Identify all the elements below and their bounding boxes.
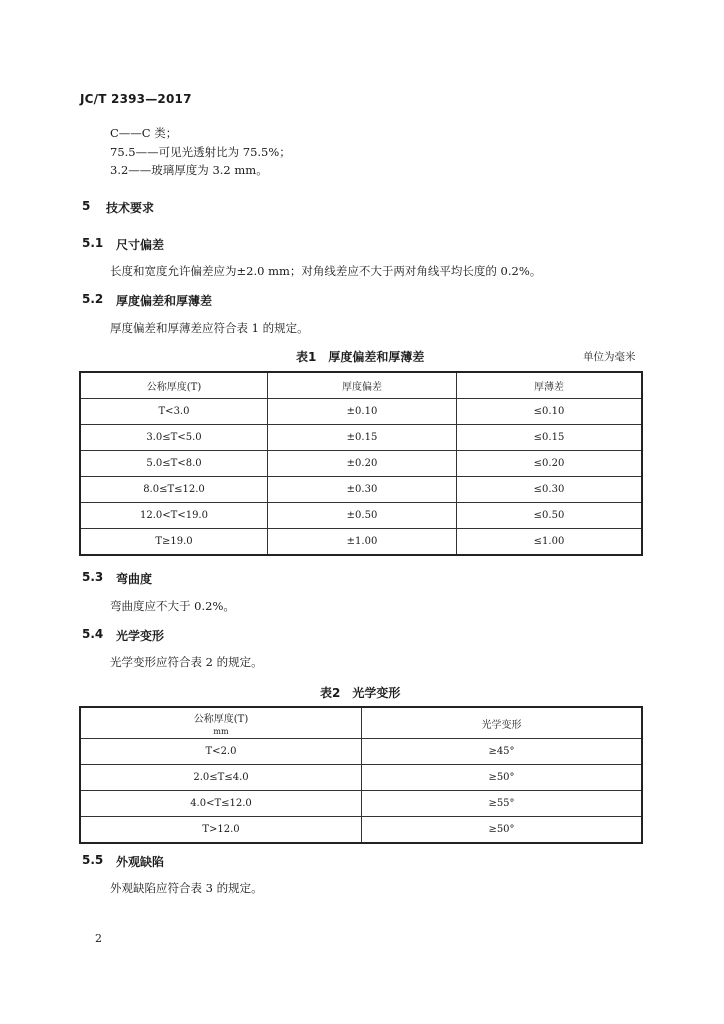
section-5-5-title: 外观缺陷 [116,855,165,869]
cell-distortion: ≥50° [362,765,643,791]
section-5-1-number: 5.1 [82,236,104,250]
section-5-number: 5 [82,199,91,213]
header-thickness-deviation: 厚度偏差 [268,372,457,399]
table-row [80,817,642,844]
cell-deviation: ±0.20 [268,451,457,477]
vlt-line: 75.5——可见光透射比为 75.5%； [110,145,291,159]
section-5-1-body: 长度和宽度允许偏差应为±2.0 mm；对角线差应不大于两对角线平均长度的 0.2%。 [110,264,542,278]
header-unit: mm [213,727,229,736]
table-row [80,791,642,817]
cell-variation: ≤0.10 [457,399,643,425]
table-header-row [80,372,642,399]
section-5-2-title: 厚度偏差和厚薄差 [116,294,213,308]
header-nominal-thickness-label: 公称厚度(T) [193,714,249,725]
cell-thickness: T<3.0 [80,399,268,425]
section-5-4-number: 5.4 [82,627,104,641]
cell-thickness: 2.0≤T≤4.0 [80,765,362,791]
cell-deviation: ±0.30 [268,477,457,503]
cell-thickness: T<2.0 [80,739,362,765]
section-5-3-title: 弯曲度 [116,572,153,586]
header-nominal-thickness [80,707,362,739]
cell-variation: ≤0.15 [457,425,643,451]
cell-deviation: ±1.00 [268,529,457,556]
table-row [80,425,642,451]
cell-variation: ≤0.30 [457,477,643,503]
cell-distortion: ≥55° [362,791,643,817]
cell-thickness: T>12.0 [80,817,362,844]
section-5-2-number: 5.2 [82,292,104,306]
table-row [80,765,642,791]
table-row [80,529,642,556]
optical-distortion-table [79,706,643,844]
cell-thickness: 12.0<T<19.0 [80,503,268,529]
section-5-5-number: 5.5 [82,853,104,867]
cell-thickness: 3.0≤T<5.0 [80,425,268,451]
page-number: 2 [95,932,102,945]
header-thickness-variation: 厚薄差 [457,372,643,399]
cell-deviation: ±0.50 [268,503,457,529]
cell-thickness: 8.0≤T≤12.0 [80,477,268,503]
section-5-5-body: 外观缺陷应符合表 3 的规定。 [110,881,263,895]
section-5-3-number: 5.3 [82,570,104,584]
c-class-line: C——C 类； [110,126,178,140]
thickness-table [79,371,643,556]
table-row [80,399,642,425]
table-row [80,451,642,477]
table-row [80,739,642,765]
section-5-4-title: 光学变形 [116,629,165,643]
cell-distortion: ≥45° [362,739,643,765]
cell-variation: ≤0.20 [457,451,643,477]
standard-code: JC/T 2393—2017 [80,92,192,106]
cell-deviation: ±0.10 [268,399,457,425]
table-row [80,503,642,529]
cell-thickness: 5.0≤T<8.0 [80,451,268,477]
cell-variation: ≤1.00 [457,529,643,556]
section-5-3-body: 弯曲度应不大于 0.2%。 [110,599,235,613]
section-5-title: 技术要求 [106,201,155,215]
section-5-1-title: 尺寸偏差 [116,238,165,252]
cell-deviation: ±0.15 [268,425,457,451]
cell-variation: ≤0.50 [457,503,643,529]
table-1-unit: 单位为毫米 [583,351,636,363]
cell-thickness: 4.0<T≤12.0 [80,791,362,817]
section-5-4-body: 光学变形应符合表 2 的规定。 [110,655,263,669]
header-nominal-thickness: 公称厚度(T) [80,372,268,399]
section-5-2-body: 厚度偏差和厚薄差应符合表 1 的规定。 [110,321,309,335]
table-1-caption: 表1 厚度偏差和厚薄差 [296,350,425,364]
thickness-line: 3.2——玻璃厚度为 3.2 mm。 [110,163,268,177]
table-header-row [80,707,642,739]
table-2-caption: 表2 光学变形 [320,686,401,700]
cell-thickness: T≥19.0 [80,529,268,556]
cell-distortion: ≥50° [362,817,643,844]
header-optical-distortion: 光学变形 [362,707,643,739]
table-row [80,477,642,503]
